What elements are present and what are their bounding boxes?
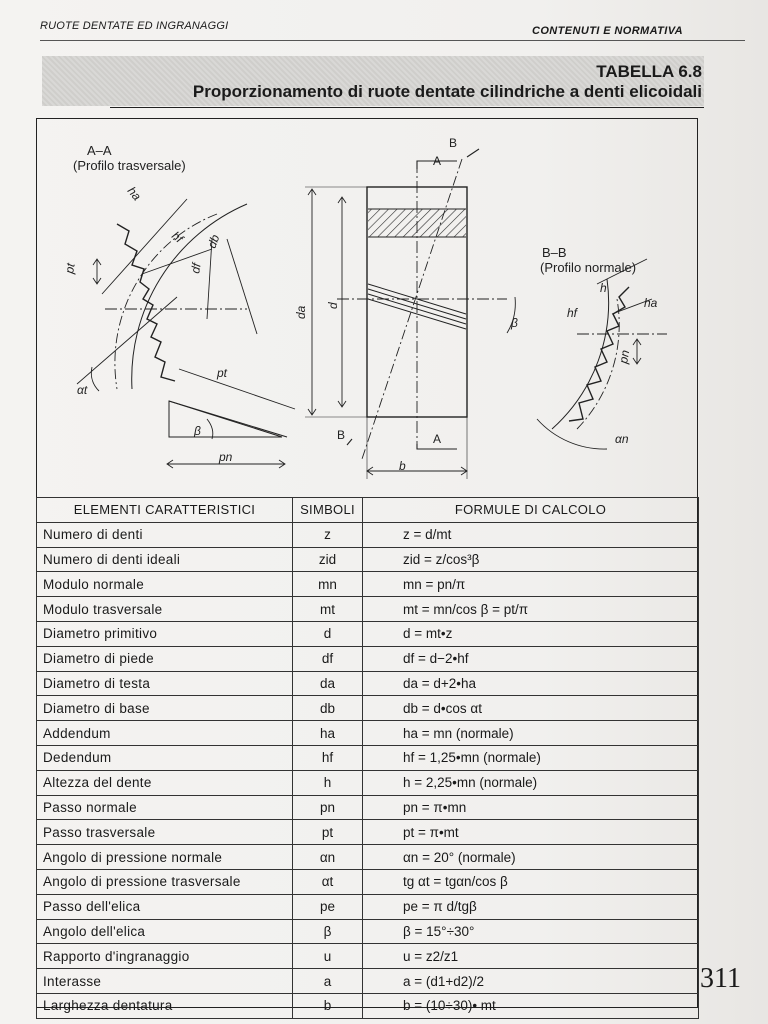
element-name: Angolo dell'elica [37, 919, 293, 944]
element-formula: β = 15°÷30° [363, 919, 699, 944]
element-name: Addendum [37, 721, 293, 746]
element-symbol: β [293, 919, 363, 944]
section-aa-label: A–A [87, 143, 112, 158]
element-formula: pt = π•mt [363, 820, 699, 845]
table-number: TABELLA 6.8 [596, 62, 702, 81]
element-symbol: d [293, 621, 363, 646]
table-row [37, 547, 699, 572]
running-header-left: RUOTE DENTATE ED INGRANAGGI [40, 20, 229, 32]
element-symbol: h [293, 770, 363, 795]
section-bb-caption: (Profilo normale) [540, 260, 637, 275]
label-db: db [204, 232, 223, 251]
table-row [37, 721, 699, 746]
label-section-a-top: A [433, 154, 442, 168]
element-symbol: a [293, 969, 363, 994]
label-ha-aa: ha [124, 183, 145, 204]
element-symbol: pt [293, 820, 363, 845]
label-h-bb: h [600, 281, 607, 295]
element-name: Angolo di pressione trasversale [37, 869, 293, 894]
element-symbol: ha [293, 721, 363, 746]
element-symbol: αt [293, 869, 363, 894]
table-title: Proporzionamento di ruote dentate cilindriche a denti elicoidali [192, 82, 702, 101]
element-name: Larghezza dentatura [37, 993, 293, 1018]
header-rule [40, 40, 745, 41]
element-name: Diametro di testa [37, 671, 293, 696]
element-symbol: pe [293, 894, 363, 919]
element-name: Passo trasversale [37, 820, 293, 845]
transverse-profile-drawing [77, 199, 257, 391]
specification-table [36, 497, 699, 1019]
label-section-b-top: B [449, 136, 458, 150]
element-name: Modulo normale [37, 572, 293, 597]
element-symbol: αn [293, 845, 363, 870]
element-formula: z = d/mt [363, 522, 699, 547]
element-name: Passo normale [37, 795, 293, 820]
table-header-row [37, 498, 699, 523]
table-row [37, 621, 699, 646]
element-formula: zid = z/cos³β [363, 547, 699, 572]
element-formula: mt = mn/cos β = pt/π [363, 597, 699, 622]
label-pt-aa: pt [62, 262, 78, 275]
table-row [37, 597, 699, 622]
element-formula: h = 2,25•mn (normale) [363, 770, 699, 795]
element-symbol: z [293, 522, 363, 547]
table-row [37, 845, 699, 870]
label-b: b [399, 459, 406, 473]
header-elements: ELEMENTI CARATTERISTICI [37, 498, 293, 523]
element-formula: hf = 1,25•mn (normale) [363, 745, 699, 770]
element-formula: mn = pn/π [363, 572, 699, 597]
element-name: Diametro di piede [37, 646, 293, 671]
label-pn-bb: pn [616, 348, 633, 365]
section-bb-label: B–B [542, 245, 567, 260]
element-name: Interasse [37, 969, 293, 994]
table-row [37, 770, 699, 795]
element-symbol: da [293, 671, 363, 696]
table-row [37, 869, 699, 894]
label-d: d [326, 302, 340, 309]
element-name: Numero di denti ideali [37, 547, 293, 572]
element-symbol: mn [293, 572, 363, 597]
element-name: Altezza del dente [37, 770, 293, 795]
element-symbol: u [293, 944, 363, 969]
element-name: Angolo di pressione normale [37, 845, 293, 870]
label-alpha-t: αt [77, 383, 88, 397]
element-name: Numero di denti [37, 522, 293, 547]
table-row [37, 696, 699, 721]
label-ha-bb: ha [644, 296, 658, 310]
element-formula: u = z2/z1 [363, 944, 699, 969]
table-row [37, 944, 699, 969]
element-symbol: pn [293, 795, 363, 820]
element-formula: df = d−2•hf [363, 646, 699, 671]
table-row [37, 646, 699, 671]
header-formulas: FORMULE DI CALCOLO [363, 498, 699, 523]
label-beta-side: β [511, 316, 518, 330]
running-header-right: CONTENUTI E NORMATIVA [532, 25, 683, 37]
table-row [37, 522, 699, 547]
page-number: 311 [700, 963, 741, 994]
table-row [37, 969, 699, 994]
element-formula: da = d+2•ha [363, 671, 699, 696]
label-pt-triangle: pt [217, 366, 228, 380]
element-symbol: df [293, 646, 363, 671]
table-row [37, 894, 699, 919]
element-name: Diametro primitivo [37, 621, 293, 646]
element-name: Modulo trasversale [37, 597, 293, 622]
element-formula: pe = π d/tgβ [363, 894, 699, 919]
header-symbols: SIMBOLI [293, 498, 363, 523]
label-alpha-n: αn [615, 432, 629, 446]
label-df: df [188, 262, 204, 275]
element-formula: tg αt = tgαn/cos β [363, 869, 699, 894]
table-row [37, 572, 699, 597]
table-row [37, 745, 699, 770]
title-rule [110, 107, 704, 108]
element-name: Rapporto d'ingranaggio [37, 944, 293, 969]
section-aa-caption: (Profilo trasversale) [73, 158, 186, 173]
element-formula: pn = π•mn [363, 795, 699, 820]
label-hf-aa: hf [169, 228, 186, 246]
element-formula: b = (10÷30)• mt [363, 993, 699, 1018]
element-symbol: b [293, 993, 363, 1018]
label-hf-bb: hf [567, 306, 578, 320]
gear-diagram [37, 119, 697, 494]
label-section-b-bottom: B [337, 428, 346, 442]
element-formula: αn = 20° (normale) [363, 845, 699, 870]
element-formula: a = (d1+d2)/2 [363, 969, 699, 994]
table-row [37, 919, 699, 944]
table-row [37, 993, 699, 1018]
label-da: da [294, 305, 308, 319]
label-section-a-bottom: A [433, 432, 442, 446]
element-name: Diametro di base [37, 696, 293, 721]
element-formula: db = d•cos αt [363, 696, 699, 721]
table-row [37, 820, 699, 845]
element-symbol: hf [293, 745, 363, 770]
label-beta-triangle: β [194, 424, 201, 438]
element-symbol: db [293, 696, 363, 721]
element-formula: d = mt•z [363, 621, 699, 646]
element-symbol: mt [293, 597, 363, 622]
table-row [37, 671, 699, 696]
table-row [37, 795, 699, 820]
label-pn-triangle: pn [219, 450, 233, 464]
element-symbol: zid [293, 547, 363, 572]
element-name: Dedendum [37, 745, 293, 770]
element-formula: ha = mn (normale) [363, 721, 699, 746]
element-name: Passo dell'elica [37, 894, 293, 919]
